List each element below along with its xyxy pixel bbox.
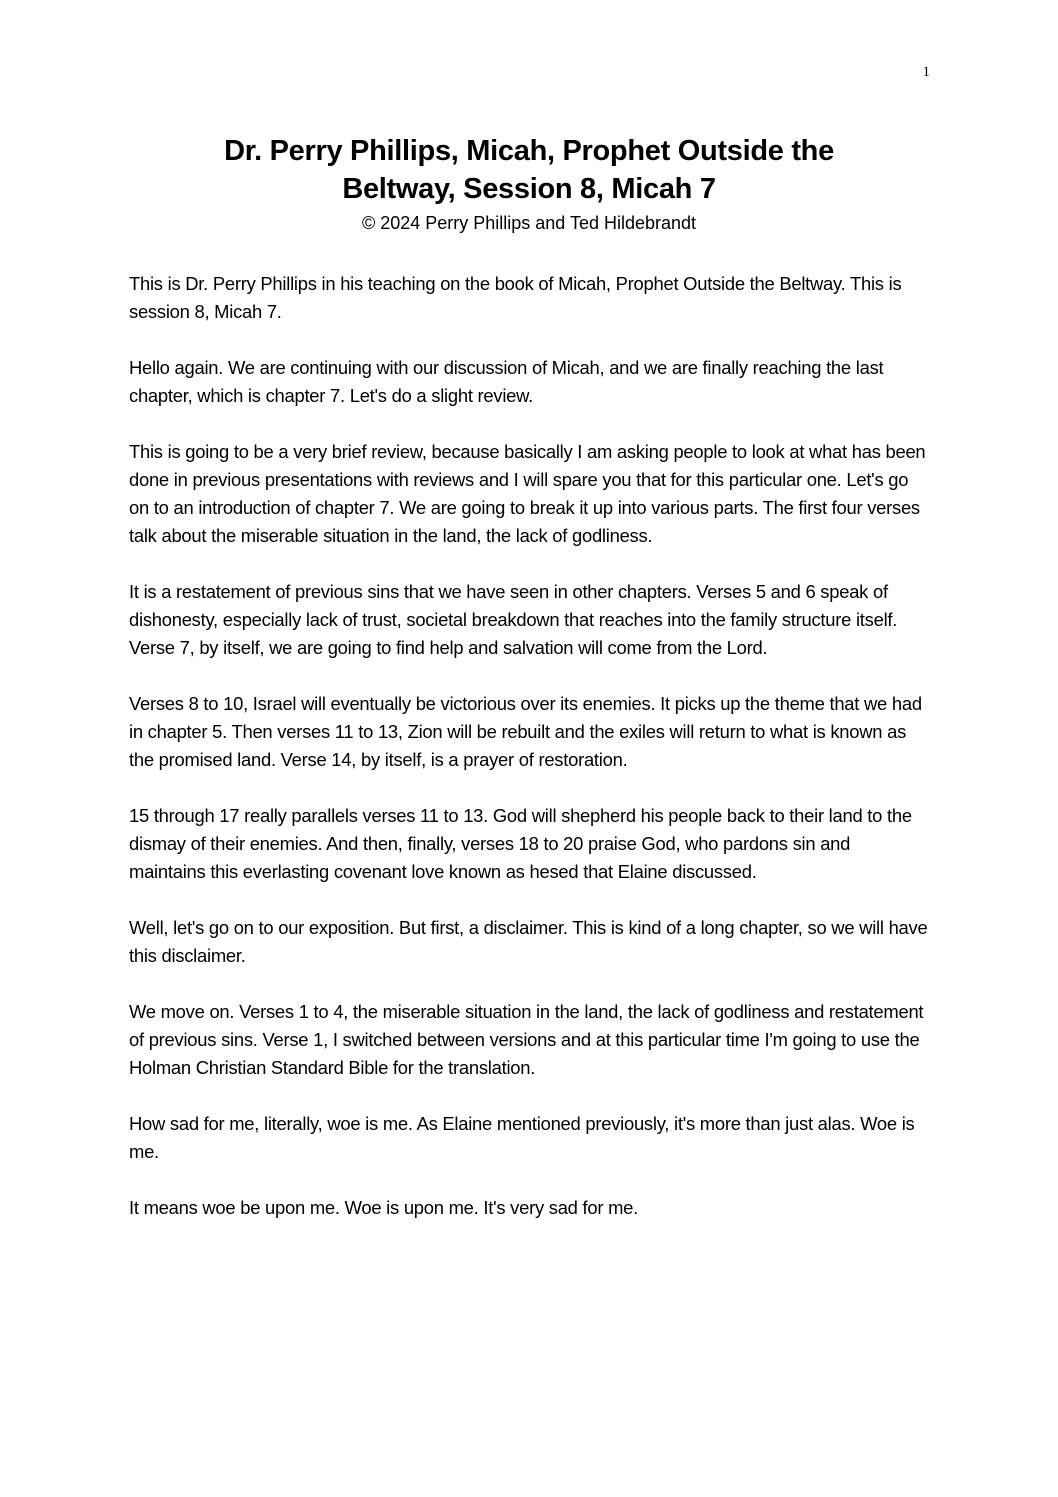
paragraph: We move on. Verses 1 to 4, the miserable situation in the land, the lack of godliness and restatement of previous sins. Verse 1, I switched between versions and at this particular time I'm going to use the Holman Christian Standard Bible for the translation. — [129, 1001, 924, 1078]
paragraph: Well, let's go on to our exposition. But first, a disclaimer. This is kind of a long chapter, so we will have this disclaimer. — [129, 917, 928, 966]
paragraph: This is Dr. Perry Phillips in his teaching on the book of Micah, Prophet Outside the Beltway. This is session 8, Micah 7. — [129, 273, 902, 322]
paragraph: It is a restatement of previous sins that we have seen in other chapters. Verses 5 and 6 speak of dishonesty, especially lack of trust, societal breakdown that reaches into the family structure itself. Verse 7, by itself, we are going to find help and salvation will come from the Lord. — [129, 581, 898, 658]
document-title-line-2: Beltway, Session 8, Micah 7 — [342, 173, 716, 205]
document-body — [129, 270, 929, 1250]
document-header — [0, 132, 1058, 236]
copyright-notice: © 2024 Perry Phillips and Ted Hildebrandt — [361, 213, 697, 233]
paragraph: Verses 8 to 10, Israel will eventually be victorious over its enemies. It picks up the theme that we had in chapter 5. Then verses 11 to 13, Zion will be rebuilt and the exiles will return to what is known as the promised land. Verse 14, by itself, is a prayer of restoration. — [129, 693, 922, 770]
paragraph: It means woe be upon me. Woe is upon me. It's very sad for me. — [129, 1197, 638, 1218]
paragraph: 15 through 17 really parallels verses 11 to 13. God will shepherd his people back to their land to the dismay of their enemies. And then, finally, verses 18 to 20 praise God, who pardons sin and maintains this everlasting covenant love known as hesed that Elaine discussed. — [129, 805, 912, 882]
page-number: 1 — [922, 64, 930, 80]
document-title-line-1: Dr. Perry Phillips, Micah, Prophet Outside the — [224, 135, 834, 167]
paragraph: Hello again. We are continuing with our discussion of Micah, and we are finally reaching the last chapter, which is chapter 7. Let's do a slight review. — [129, 357, 884, 406]
paragraph: This is going to be a very brief review, because basically I am asking people to look at what has been done in previous presentations with reviews and I will spare you that for this particular one. Let's go on to an introduction of chapter 7. We are going to break it up into various parts. The first four verses talk about the miserable situation in the land, the lack of godliness. — [129, 441, 926, 546]
paragraph: How sad for me, literally, woe is me. As Elaine mentioned previously, it's more than just alas. Woe is me. — [129, 1113, 915, 1162]
